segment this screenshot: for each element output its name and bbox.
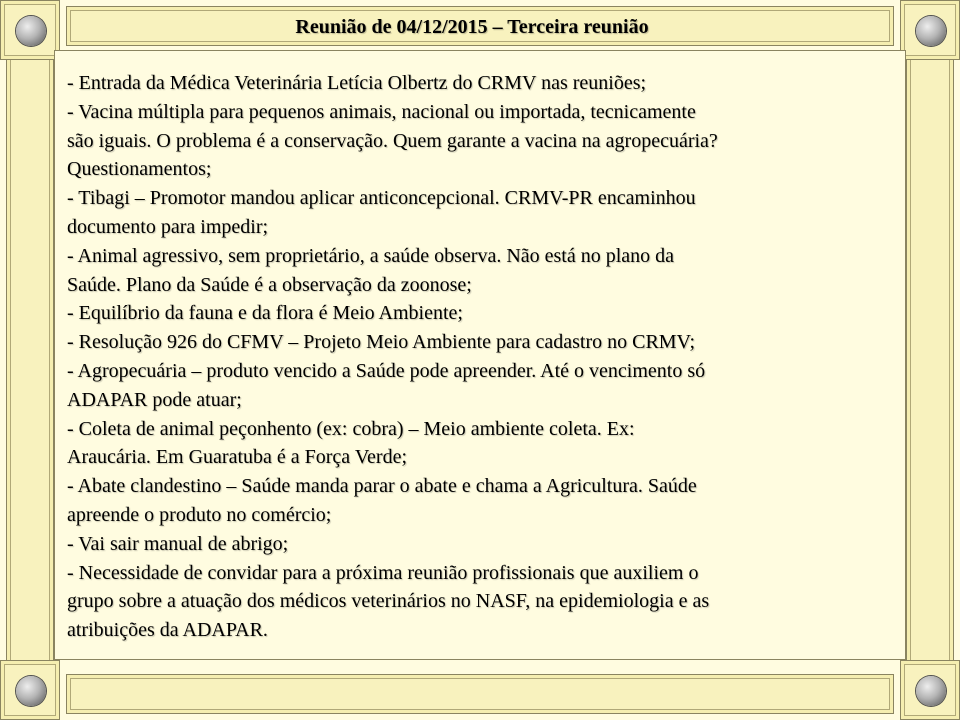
note-line: - Coleta de animal peçonhento (ex: cobra) – Meio ambiente coleta. Ex: [67, 417, 635, 440]
right-frame-bar [906, 50, 954, 670]
circle-knob-icon [16, 16, 46, 46]
note-line: Araucária. Em Guaratuba é a Força Verde; [67, 446, 408, 469]
note-line: atribuições da ADAPAR. [67, 619, 268, 642]
bottom-frame-bar [66, 674, 894, 714]
circle-knob-icon [916, 676, 946, 706]
note-line: - Vacina múltipla para pequenos animais, nacional ou importada, tecnicamente [67, 100, 696, 123]
note-line: documento para impedir; [67, 215, 269, 238]
note-line: grupo sobre a atuação dos médicos veterinários no NASF, na epidemiologia e as [67, 590, 710, 613]
note-line: - Agropecuária – produto vencido a Saúde pode apreender. Até o vencimento só [67, 359, 706, 382]
note-line: - Abate clandestino – Saúde manda parar o abate e chama a Agricultura. Saúde [67, 475, 697, 498]
corner-ornament-bottom-left [0, 660, 60, 720]
note-line: - Vai sair manual de abrigo; [67, 532, 289, 555]
note-line: são iguais. O problema é a conservação. Quem garante a vacina na agropecuária? [67, 129, 718, 152]
note-line: Saúde. Plano da Saúde é a observação da zoonose; [67, 273, 472, 296]
note-line: - Entrada da Médica Veterinária Letícia Olbertz do CRMV nas reuniões; [67, 72, 647, 94]
corner-ornament-top-left [0, 0, 60, 60]
slide-title: Reunião de 04/12/2015 – Terceira reunião [295, 16, 649, 38]
left-frame-bar [6, 50, 54, 670]
note-line: - Tibagi – Promotor mandou aplicar anticoncepcional. CRMV-PR encaminhou [67, 187, 696, 210]
note-line: - Necessidade de convidar para a próxima reunião profissionais que auxiliem o [67, 561, 699, 584]
circle-knob-icon [916, 16, 946, 46]
note-line: Questionamentos; [67, 158, 212, 181]
circle-knob-icon [16, 676, 46, 706]
corner-ornament-top-right [900, 0, 960, 60]
note-line: - Equilíbrio da fauna e da flora é Meio Ambiente; [67, 302, 463, 325]
note-line: - Animal agressivo, sem proprietário, a saúde observa. Não está no plano da [67, 244, 675, 267]
note-line: ADAPAR pode atuar; [67, 388, 242, 411]
note-line: - Resolução 926 do CFMV – Projeto Meio Ambiente para cadastro no CRMV; [67, 331, 696, 354]
corner-ornament-bottom-right [900, 660, 960, 720]
note-line: apreende o produto no comércio; [67, 503, 332, 526]
meeting-notes [67, 69, 867, 645]
